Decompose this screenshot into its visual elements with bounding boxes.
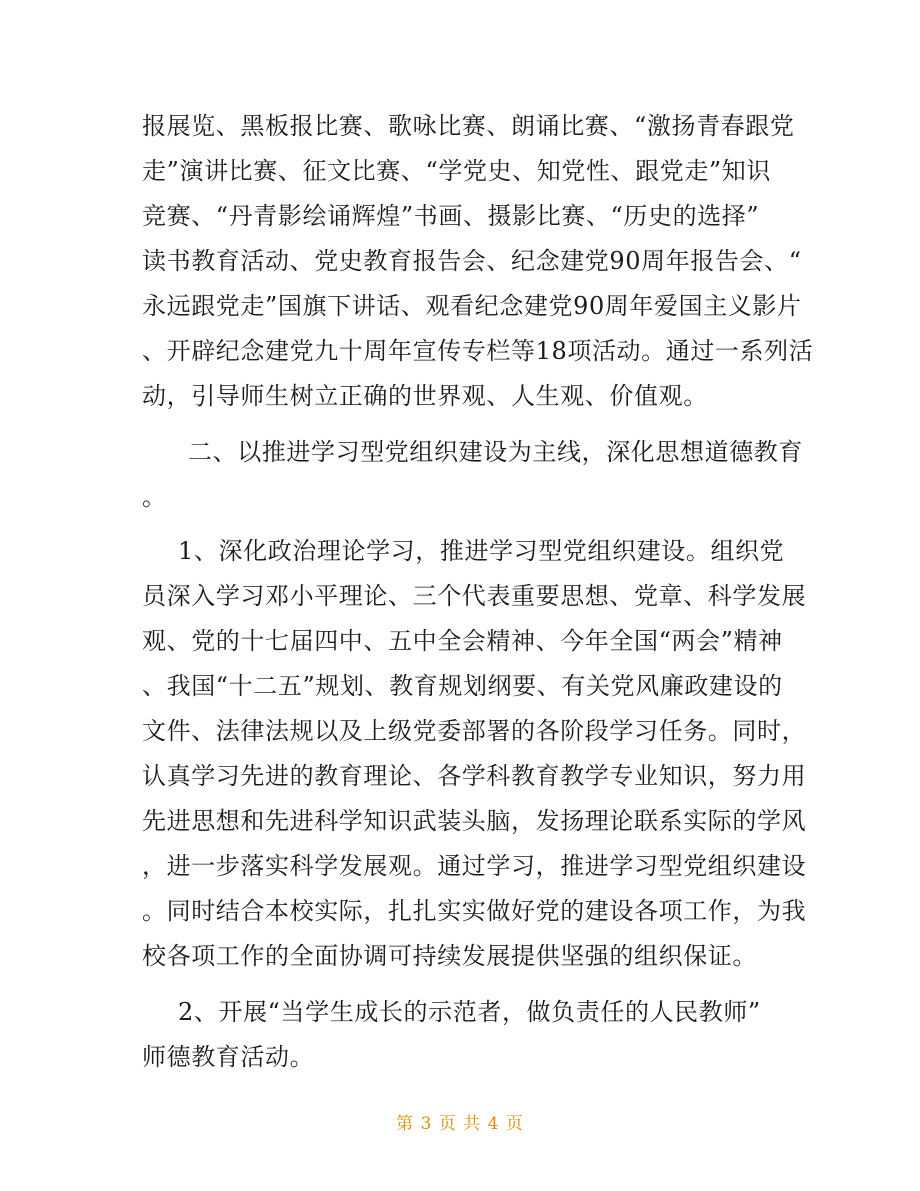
paragraph-4-line-1: 2、开展“当学生成长的示范者，做负责任的人民教师” <box>178 998 761 1026</box>
paragraph-2-line-1: 二、以推进学习型党组织建设为主线，深化思想道德教育 <box>188 438 803 466</box>
paragraph-3-line-3: 观、党的十七届四中、五中全会精神、今年全国“两会”精神 <box>142 627 783 655</box>
paragraph-3-line-6: 认真学习先进的教育理论、各学科教育教学专业知识，努力用 <box>142 762 807 790</box>
page-number-footer: 第 3 页 共 4 页 <box>396 1114 524 1134</box>
paragraph-3-line-5: 文件、法律法规以及上级党委部署的各阶段学习任务。同时， <box>142 717 807 745</box>
paragraph-1-line-6: 、开辟纪念建党九十周年宣传专栏等18项活动。通过一系列活 <box>142 337 814 365</box>
paragraph-3-line-4: 、我国“十二五”规划、教育规划纲要、有关党风廉政建设的 <box>142 672 783 700</box>
paragraph-3-line-8: ，进一步落实科学发展观。通过学习，推进学习型党组织建设 <box>142 852 807 880</box>
paragraph-3-line-1: 1、深化政治理论学习，推进学习型党组织建设。组织党 <box>178 537 785 565</box>
paragraph-1-line-3: 竞赛、“丹青影绘诵辉煌”书画、摄影比赛、“历史的选择” <box>142 202 760 230</box>
paragraph-2-line-2: 。 <box>142 483 167 511</box>
paragraph-3-line-7: 先进思想和先进科学知识武装头脑，发扬理论联系实际的学风 <box>142 807 807 835</box>
paragraph-3-line-9: 。同时结合本校实际，扎扎实实做好党的建设各项工作，为我 <box>142 897 807 925</box>
paragraph-3-line-2: 员深入学习邓小平理论、三个代表重要思想、党章、科学发展 <box>142 582 807 610</box>
paragraph-1-line-5: 永远跟党走”国旗下讲话、观看纪念建党90周年爱国主义影片 <box>142 292 802 320</box>
paragraph-1-line-4: 读书教育活动、党史教育报告会、纪念建党90周年报告会、“ <box>142 247 802 275</box>
paragraph-1-line-2: 走”演讲比赛、征文比赛、“学党史、知党性、跟党走”知识 <box>142 157 772 185</box>
paragraph-3-line-10: 校各项工作的全面协调可持续发展提供坚强的组织保证。 <box>142 942 757 970</box>
paragraph-4-line-2: 师德教育活动。 <box>142 1043 315 1071</box>
paragraph-1-line-7: 动，引导师生树立正确的世界观、人生观、价值观。 <box>142 382 708 410</box>
paragraph-1-line-1: 报展览、黑板报比赛、歌咏比赛、朗诵比赛、“激扬青春跟党 <box>142 112 795 140</box>
